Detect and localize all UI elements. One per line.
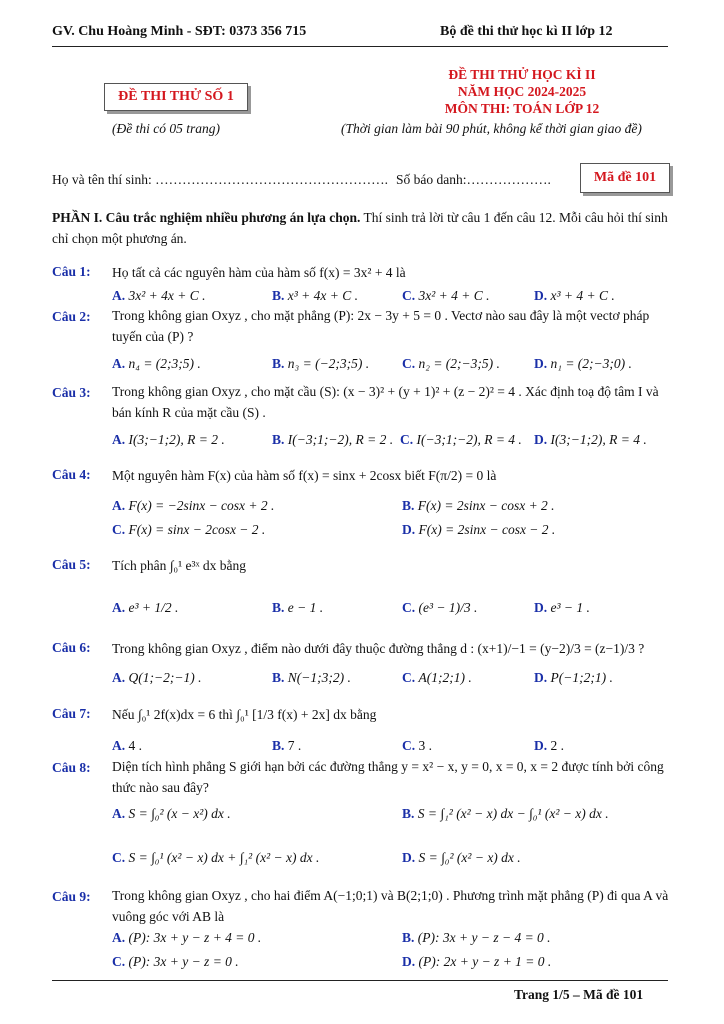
- option-a[interactable]: A. Q(1;−2;−1) .: [112, 670, 202, 685]
- option-b[interactable]: B. I(−3;1;−2), R = 2 .: [272, 432, 394, 447]
- subject: MÔN THI: TOÁN LỚP 12: [444, 101, 600, 116]
- option-a[interactable]: A. F(x) = −2sinx − cosx + 2 .: [112, 498, 275, 513]
- question-text: Trong không gian Oxyz , cho hai điểm A(−1;0;1) và B(2;1;0) . Phương trình mặt phẳng (P) đi qua A và vuông góc với AB là: [112, 888, 669, 924]
- option-a[interactable]: A. n₄ = (2;3;5) .: [112, 356, 201, 371]
- option-a[interactable]: A. I(3;−1;2), R = 2 .: [112, 432, 225, 447]
- option-a[interactable]: A. (P): 3x + y − z + 4 = 0 .: [112, 930, 262, 945]
- option-b[interactable]: B. n₃ = (−2;3;5) .: [272, 356, 370, 371]
- exam-title-block: [402, 66, 642, 117]
- question-text: Họ tất cả các nguyên hàm của hàm số f(x) = 3x² + 4 là: [112, 265, 406, 280]
- option-b[interactable]: B. S = ∫₁² (x² − x) dx − ∫₀¹ (x² − x) dx .: [402, 806, 609, 821]
- candidate-id-label: Số báo danh:……………….: [396, 172, 551, 187]
- part1-intro: [52, 207, 672, 249]
- option-a[interactable]: A. S = ∫₀² (x − x²) dx .: [112, 806, 231, 821]
- option-d[interactable]: D. P(−1;2;1) .: [534, 670, 613, 685]
- question-text: Trong không gian Oxyz , cho mặt cầu (S): (x − 3)² + (y + 1)² + (z − 2)² = 4 . Xác định toạ độ tâm I và bán kính R của mặt cầu (S) .: [112, 384, 659, 420]
- option-a[interactable]: A. e³ + 1/2 .: [112, 600, 179, 615]
- question-text: Nếu ∫₀¹ 2f(x)dx = 6 thì ∫₀¹ [1/3 f(x) + 2x] dx bằng: [112, 707, 377, 722]
- question-label: Câu 9:: [52, 889, 91, 904]
- option-b[interactable]: B. F(x) = 2sinx − cosx + 2 .: [402, 498, 555, 513]
- option-c[interactable]: C. 3x² + 4 + C .: [402, 288, 490, 303]
- header-author: GV. Chu Hoàng Minh - SĐT: 0373 356 715: [52, 24, 307, 39]
- question-text: Trong không gian Oxyz , cho mặt phẳng (P): 2x − 3y + 5 = 0 . Vectơ nào sau đây là một vectơ pháp tuyến của (P) ?: [112, 308, 650, 344]
- question-text: Một nguyên hàm F(x) của hàm số f(x) = sinx + 2cosx biết F(π/2) = 0 là: [112, 468, 497, 483]
- option-c[interactable]: C. n₂ = (2;−3;5) .: [402, 356, 500, 371]
- option-d[interactable]: D. e³ − 1 .: [534, 600, 590, 615]
- candidate-name-label: Họ và tên thí sinh: …………………………………………….: [52, 172, 388, 187]
- option-a[interactable]: A. 3x² + 4x + C .: [112, 288, 206, 303]
- option-c[interactable]: C. A(1;2;1) .: [402, 670, 472, 685]
- exam-title: ĐỀ THI THỬ HỌC KÌ II: [448, 67, 596, 82]
- question-label: Câu 2:: [52, 309, 91, 324]
- header-series: Bộ đề thi thử học kì II lớp 12: [440, 24, 613, 39]
- option-a[interactable]: A. 4 .: [112, 738, 142, 753]
- option-d[interactable]: D. 2 .: [534, 738, 564, 753]
- option-d[interactable]: D. (P): 2x + y − z + 1 = 0 .: [402, 954, 552, 969]
- option-b[interactable]: B. x³ + 4x + C .: [272, 288, 359, 303]
- option-c[interactable]: C. (e³ − 1)/3 .: [402, 600, 478, 615]
- option-c[interactable]: C. (P): 3x + y − z = 0 .: [112, 954, 239, 969]
- option-c[interactable]: C. F(x) = sinx − 2cosx − 2 .: [112, 522, 266, 537]
- question-label: Câu 7:: [52, 706, 91, 721]
- option-b[interactable]: B. e − 1 .: [272, 600, 324, 615]
- option-d[interactable]: D. I(3;−1;2), R = 4 .: [534, 432, 647, 447]
- option-c[interactable]: C. I(−3;1;−2), R = 4 .: [400, 432, 522, 447]
- header-divider: [52, 46, 668, 47]
- option-c[interactable]: C. 3 .: [402, 738, 432, 753]
- option-c[interactable]: C. S = ∫₀¹ (x² − x) dx + ∫₁² (x² − x) dx .: [112, 850, 320, 865]
- part1-instruction: Thí sinh trả lời từ câu 1 đến câu 12. Mỗi câu hỏi thí sinh chỉ chọn một phương án.: [52, 210, 668, 246]
- option-d[interactable]: D. S = ∫₀² (x² − x) dx .: [402, 850, 521, 865]
- exam-code-box: Mã đề 101: [580, 163, 670, 193]
- option-b[interactable]: B. 7 .: [272, 738, 302, 753]
- question-text: Trong không gian Oxyz , điểm nào dưới đây thuộc đường thẳng d : (x+1)/−1 = (y−2)/3 = (z−1)/3 ?: [112, 641, 645, 656]
- question-label: Câu 3:: [52, 385, 91, 400]
- question-text: Diện tích hình phẳng S giới hạn bởi các đường thẳng y = x² − x, y = 0, x = 0, x = 2 được tính bởi công thức nào sau đây?: [112, 759, 664, 795]
- option-d[interactable]: D. x³ + 4 + C .: [534, 288, 615, 303]
- part1-heading: PHẦN I. Câu trắc nghiệm nhiều phương án lựa chọn.: [52, 210, 361, 225]
- option-d[interactable]: D. n₁ = (2;−3;0) .: [534, 356, 632, 371]
- question-text: Tích phân ∫₀¹ e³ˣ dx bằng: [112, 558, 246, 573]
- question-label: Câu 4:: [52, 467, 91, 482]
- option-b[interactable]: B. (P): 3x + y − z − 4 = 0 .: [402, 930, 551, 945]
- option-d[interactable]: D. F(x) = 2sinx − cosx − 2 .: [402, 522, 556, 537]
- pages-note: (Đề thi có 05 trang): [112, 121, 220, 136]
- question-label: Câu 8:: [52, 760, 91, 775]
- page-footer: Trang 1/5 – Mã đề 101: [514, 987, 644, 1002]
- question-label: Câu 1:: [52, 264, 91, 279]
- option-b[interactable]: B. N(−1;3;2) .: [272, 670, 351, 685]
- footer-divider: [52, 980, 668, 981]
- time-note: (Thời gian làm bài 90 phút, không kể thời gian giao đề): [341, 121, 642, 136]
- school-year: NĂM HỌC 2024-2025: [457, 84, 587, 99]
- question-label: Câu 5:: [52, 557, 91, 572]
- question-label: Câu 6:: [52, 640, 91, 655]
- exam-number-box: ĐỀ THI THỬ SỐ 1: [104, 83, 248, 111]
